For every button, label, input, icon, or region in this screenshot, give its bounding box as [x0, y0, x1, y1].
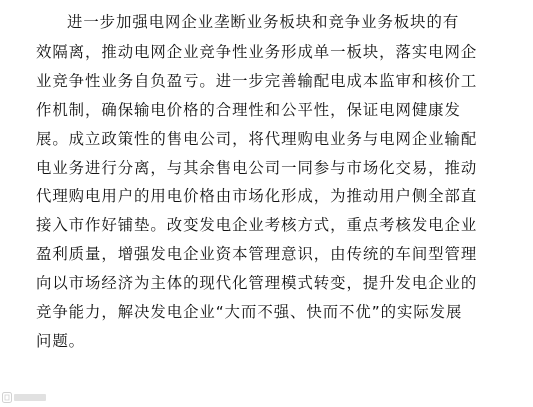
watermark-logo	[2, 391, 48, 404]
paragraph-line: 作机制，确保输电价格的合理性和公平性，保证电网健康发	[36, 101, 461, 119]
paragraph-line: 展。成立政策性的售电公司，将代理购电业务与电网企业输配	[36, 130, 478, 148]
paragraph-line: 接入市作好铺垫。改变发电企业考核方式，重点考核发电企业	[36, 216, 478, 234]
paragraph-line: 向以市场经济为主体的现代化管理模式转变，提升发电企业的	[36, 274, 478, 292]
paragraph-line: 电业务进行分离，与其余售电公司一同参与市场化交易，推动	[36, 159, 478, 177]
paragraph-line: 代理购电用户的用电价格由市场化形成，为推动用户侧全部直	[36, 187, 478, 205]
paragraph-line: 竞争能力，解决发电企业“大而不强、快而不优”的实际发展	[36, 303, 463, 321]
paragraph-line: 效隔离，推动电网企业竞争性业务形成单一板块，落实电网企	[36, 43, 478, 61]
paragraph-line: 业竞争性业务自负盈亏。进一步完善输配电成本监审和核价工	[36, 72, 478, 90]
paragraph-line: 盈利质量，增强发电企业资本管理意识，由传统的车间型管理	[36, 245, 478, 263]
paragraph-line: 问题。	[36, 332, 86, 350]
paragraph-line: 进一步加强电网企业垄断业务板块和竞争业务板块的有	[67, 13, 460, 31]
